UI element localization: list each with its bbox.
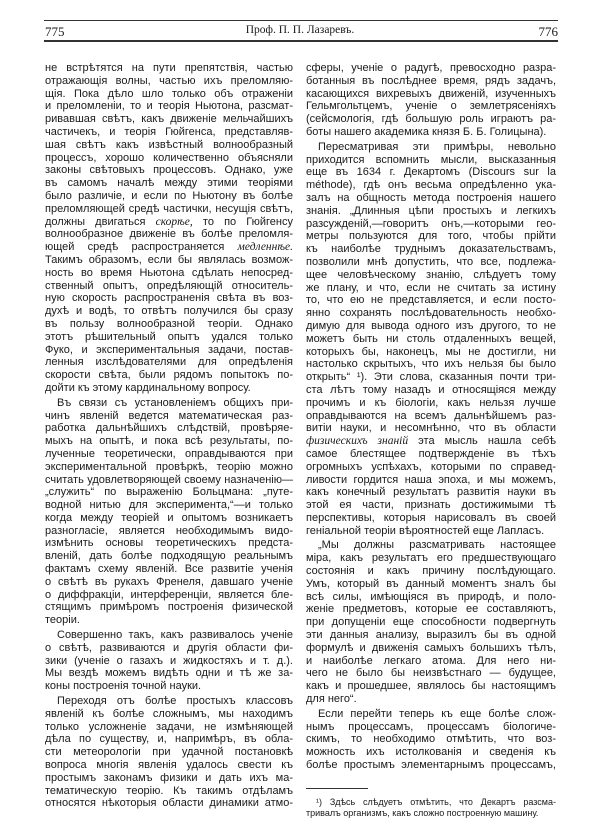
- text-line: [45, 667, 293, 680]
- text-line: [306, 166, 556, 179]
- text-line: [306, 499, 556, 512]
- text-segment: законы свѣтовыхъ процессовъ. Однако, уже: [45, 164, 293, 177]
- text-line: [45, 461, 293, 474]
- text-segment: залъ на общность метода построенія нашего: [306, 191, 556, 204]
- text-segment: водной нитью для эксперимента,“—и только: [45, 499, 293, 512]
- text-line: [306, 410, 556, 423]
- text-segment: о свѣтѣ, развиваются и другія области фи-: [45, 641, 293, 654]
- text-segment: всѣ силы, имѣющіяся въ природѣ, и поло-: [306, 590, 556, 603]
- text-line: [45, 152, 293, 165]
- text-line: [306, 797, 556, 808]
- text-line: [45, 126, 293, 139]
- text-line: [45, 655, 293, 668]
- text-segment: щее человѣческому знанію, слѣдуетъ тому: [306, 268, 556, 281]
- text-segment: ботанныя въ послѣднее время, рядъ задачъ,: [306, 74, 556, 87]
- text-line: [306, 461, 556, 474]
- text-line: [306, 192, 556, 205]
- text-line: [306, 512, 556, 525]
- paragraph: [306, 708, 556, 772]
- text-line: [45, 382, 293, 395]
- text-line: [45, 589, 293, 602]
- text-segment: разногласіе, является необходимымъ видо-: [45, 524, 293, 537]
- text-line: [306, 565, 556, 578]
- text-line: [45, 680, 293, 693]
- text-line: [306, 616, 556, 629]
- text-line: [45, 356, 293, 369]
- text-line: [306, 486, 556, 499]
- left-column: [45, 62, 293, 812]
- text-line: [306, 539, 556, 552]
- text-line: [306, 629, 556, 642]
- text-segment: считать удовлетворяющей своему назначенію—: [45, 473, 293, 486]
- text-segment: дойти къ этому кардинальному вопросу.: [45, 381, 251, 394]
- italic-text: скорѣе,: [155, 215, 193, 228]
- paragraph: [45, 695, 293, 810]
- text-segment: міра, какъ результатъ его предшествующаго: [306, 552, 556, 565]
- text-line: [306, 721, 556, 734]
- text-line: [306, 141, 556, 154]
- text-segment: прочимъ и къ біологіи, какъ нельзя лучше: [306, 396, 556, 409]
- text-line: [45, 305, 293, 318]
- text-line: [306, 435, 556, 448]
- text-line: [306, 346, 556, 359]
- header-bottom-rule: [44, 40, 558, 42]
- text-line: [306, 100, 556, 113]
- text-line: [45, 369, 293, 382]
- text-line: [306, 759, 556, 772]
- footnote: [306, 797, 556, 819]
- text-line: [306, 642, 556, 655]
- text-segment: и преломленіи, то и теорія Ньютона, разсмат-: [45, 100, 293, 113]
- text-line: [45, 525, 293, 538]
- text-line: [306, 333, 556, 346]
- text-segment: méthode), гдѣ онъ весьма опредѣленно ука-: [306, 179, 556, 192]
- text-line: [45, 318, 293, 331]
- page-number-right: 776: [538, 24, 558, 39]
- text-segment: женіе предметовъ, которые ее составляютъ,: [306, 603, 556, 616]
- text-segment: огромныхъ успѣхахъ, которыми по справед-: [306, 460, 556, 473]
- text-segment: лученные теоретически, оправдываются при: [45, 447, 293, 460]
- text-line: [45, 563, 293, 576]
- text-segment: приходится вспомнить мысли, высказанныя: [306, 153, 556, 166]
- text-segment: Фуко, и экспериментальныя задачи, постав-: [45, 343, 293, 356]
- text-segment: какъ и прошедшее, являлось бы настоящимъ: [306, 680, 556, 693]
- text-line: [306, 179, 556, 192]
- right-column: [306, 62, 556, 774]
- text-line: [45, 708, 293, 721]
- text-line: [306, 397, 556, 410]
- text-line: [45, 292, 293, 305]
- text-segment: фактамъ схему явленій. Все развитіе ученія: [45, 563, 293, 576]
- text-line: [45, 733, 293, 746]
- text-segment: ленныя изслѣдователями для опредѣленія: [45, 356, 293, 369]
- text-segment: можность ихъ истолкованія и сведенія къ: [306, 746, 556, 759]
- text-line: [45, 797, 293, 810]
- text-segment: Если перейти теперь къ еще болѣе слож-: [318, 707, 556, 720]
- text-segment: оправдываются на всемъ дальнѣйшемъ раз-: [306, 409, 556, 422]
- text-segment: мыхъ на опытѣ, и пока всѣ результаты, по-: [45, 435, 293, 448]
- text-line: [45, 695, 293, 708]
- text-line: [45, 397, 293, 410]
- text-segment: какъ конечный результатъ развитія науки въ: [306, 486, 556, 499]
- text-segment: тематическую теорію. Къ такимъ отдѣламъ: [45, 784, 293, 797]
- text-segment: ющей средѣ распространяется: [45, 241, 238, 254]
- text-segment: ста лѣтъ тому назадъ и относящіяся между: [306, 383, 556, 396]
- text-line: [45, 537, 293, 550]
- text-segment: касающихся вихревыхъ движеній, изученныхъ: [306, 87, 556, 100]
- text-line: [306, 733, 556, 746]
- text-line: [45, 344, 293, 357]
- text-segment: Совершенно такъ, какъ развивалось ученіе: [57, 629, 293, 642]
- text-segment: же плану, и что, если не считать за истину: [306, 281, 556, 294]
- text-segment: вопроса многія явленія удалось свести къ: [45, 759, 293, 772]
- text-segment: метры пользуются для того, чтобы прійти: [306, 230, 556, 243]
- text-segment: позволили мнѣ допустить, что все, подлежа-: [306, 255, 556, 268]
- text-segment: ность во время Ньютона сдѣлать непосред-: [45, 266, 293, 279]
- text-segment: (сейсмологія, гдѣ большую роль играютъ ра-: [306, 113, 556, 126]
- text-segment: щія. Пока дѣло шло только объ отраженіи: [45, 87, 293, 100]
- text-line: [306, 307, 556, 320]
- text-line: [45, 601, 293, 614]
- text-line: [306, 808, 556, 819]
- text-segment: ственный опытъ, опредѣляющій относитель-: [45, 279, 293, 292]
- text-line: [45, 642, 293, 655]
- text-line: [45, 721, 293, 734]
- paragraph: [45, 62, 293, 395]
- text-segment: при допущеніи еще способности подвергнуть: [306, 616, 556, 629]
- text-segment: отражающія волны, частью ихъ преломляю-: [45, 74, 293, 87]
- text-segment: открыть“ ¹). Эти слова, сказанныя почти три-: [306, 371, 556, 384]
- text-line: [306, 294, 556, 307]
- text-segment: дѣла по существу, и, напримѣръ, въ обла-: [45, 733, 293, 746]
- text-line: [45, 435, 293, 448]
- text-line: [306, 256, 556, 269]
- text-line: [306, 269, 556, 282]
- text-segment: сти метеорологіи при удачной постановкѣ: [45, 746, 293, 759]
- text-line: [45, 75, 293, 88]
- text-line: [306, 603, 556, 616]
- text-segment: ную скорость распространенія свѣта въ воз-: [45, 292, 293, 305]
- text-segment: относятся нѣкоторыя области динамики атмо-: [45, 797, 293, 810]
- text-line: [45, 331, 293, 344]
- text-segment: процессъ, хорошо количественно объясняли: [45, 151, 293, 164]
- text-segment: Пересматривая эти примѣры, невольно: [318, 140, 556, 153]
- text-line: [306, 655, 556, 668]
- text-segment: экспериментальной провѣркѣ, теорію можно: [45, 460, 293, 473]
- text-segment: этотъ рѣшительный опытъ удался только: [45, 330, 293, 343]
- text-line: [45, 190, 293, 203]
- text-segment: геніальной теоріи вѣроятностей еще Лапласъ.: [306, 524, 545, 537]
- paragraph: [45, 397, 293, 627]
- text-segment: стящимъ примѣромъ построенія физической: [45, 601, 293, 614]
- text-line: [45, 422, 293, 435]
- text-segment: простымъ законамъ физики и дать ихъ ма-: [45, 771, 293, 784]
- italic-text: физическихъ знаній: [306, 435, 409, 448]
- text-line: [45, 759, 293, 772]
- text-segment: состоянія и какъ причину послѣдующаго.: [306, 565, 556, 578]
- text-segment: въ самомъ началѣ между этими теоріями: [45, 177, 293, 190]
- text-line: [306, 680, 556, 693]
- text-line: [45, 746, 293, 759]
- text-segment: которыхъ бы, наконецъ, мы не достигли, ни: [306, 345, 556, 358]
- text-line: [306, 474, 556, 487]
- text-segment: сферы, ученіе о радугѣ, превосходно разра-: [306, 62, 556, 74]
- page-number-left: 775: [45, 24, 65, 39]
- text-line: [45, 100, 293, 113]
- text-line: [45, 448, 293, 461]
- header-top-rule: [44, 20, 558, 21]
- text-line: [306, 113, 556, 126]
- text-segment: чего не было бы неизвѣстнаго — будущее,: [306, 667, 556, 680]
- text-segment: перспективы, которыя нарисовалъ въ своей: [306, 511, 556, 524]
- text-line: [306, 88, 556, 101]
- text-segment: работка дальнѣйшихъ слѣдствій, провѣряе-: [45, 422, 293, 435]
- footnote-separator: [306, 788, 368, 789]
- text-line: [45, 113, 293, 126]
- text-segment: димую для вывода одного изъ другого, то не: [306, 319, 556, 332]
- text-segment: янно сохранять послѣдовательность необхо-: [306, 307, 556, 320]
- text-line: [45, 550, 293, 563]
- text-segment: коны построенія точной науки.: [45, 680, 202, 693]
- paragraph: [45, 629, 293, 693]
- text-segment: еще въ 1634 г. Декартомъ (Discours sur la: [306, 166, 556, 179]
- text-line: [306, 578, 556, 591]
- text-segment: эти данныя анализу, выразилъ бы въ одной: [306, 629, 556, 642]
- text-segment: измѣнить основы теоретическихъ предста-: [45, 537, 293, 550]
- text-segment: „служить“ по выраженію Больцмана: „путе-: [45, 486, 293, 499]
- text-segment: формулѣ и движенія самыхъ большихъ тѣлъ,: [306, 641, 556, 654]
- text-line: [306, 746, 556, 759]
- text-line: [45, 216, 293, 229]
- text-line: [45, 164, 293, 177]
- text-segment: шая свѣтъ какъ извѣстный волнообразный: [45, 138, 293, 151]
- text-segment: теоріи.: [45, 614, 80, 627]
- text-line: [45, 486, 293, 499]
- text-line: [306, 422, 556, 435]
- text-segment: волнообразное движеніе въ болѣе преломля-: [45, 228, 293, 241]
- text-line: [306, 552, 556, 565]
- text-line: [45, 88, 293, 101]
- text-segment: нымъ процессамъ, процессамъ біологиче-: [306, 720, 556, 733]
- text-line: [45, 512, 293, 525]
- text-segment: Гельмгольтцемъ, ученіе о землетрясеніяхъ: [306, 100, 556, 113]
- text-segment: частичекъ, и теорія Гюйгенса, представляв-: [45, 125, 293, 138]
- text-line: [45, 410, 293, 423]
- text-segment: витіи науки, и несомнѣнно, что въ области: [306, 422, 556, 435]
- text-line: [306, 591, 556, 604]
- text-segment: зики (ученіе о газахъ и жидкостяхъ и т. д.).: [45, 654, 293, 667]
- text-line: [306, 358, 556, 371]
- text-segment: явленій къ болѣе сложнымъ, мы находимъ: [45, 707, 293, 720]
- text-line: [306, 384, 556, 397]
- text-segment: тривалъ организмъ, какъ сложно построенную машину.: [306, 808, 539, 818]
- text-segment: эта мысль нашла себѣ: [408, 435, 556, 448]
- text-segment: Въ связи съ установленіемъ общихъ при-: [57, 396, 293, 409]
- text-line: [306, 320, 556, 333]
- text-segment: въ пользу волнообразной теоріи. Однако: [45, 317, 293, 330]
- text-segment: болѣе простымъ элементарнымъ процессамъ,: [306, 759, 556, 772]
- text-segment: ливости гордится наша эпоха, и мы можемъ,: [306, 473, 556, 486]
- text-line: [306, 205, 556, 218]
- text-line: [306, 75, 556, 88]
- text-segment: для него“.: [306, 693, 357, 706]
- text-segment: къ наиболѣе труднымъ доказательствамъ,: [306, 243, 556, 256]
- paragraph: [306, 141, 556, 538]
- text-segment: самое блестящее подтвержденіе въ тѣхъ: [306, 447, 556, 460]
- text-segment: Такимъ образомъ, если бы являлась возмож-: [45, 253, 293, 266]
- text-line: [306, 667, 556, 680]
- text-segment: вленій, дать болѣе подходящую реальнымъ: [45, 550, 293, 563]
- text-segment: не встрѣтятся на пути препятствія, частью: [45, 62, 293, 74]
- text-line: [306, 126, 556, 139]
- paragraph: [306, 539, 556, 705]
- text-line: [45, 177, 293, 190]
- text-segment: должны двигаться: [45, 215, 156, 228]
- text-line: [306, 243, 556, 256]
- text-line: [306, 525, 556, 538]
- text-segment: было различіе, и если по Ньютону въ болѣе: [45, 189, 293, 202]
- text-line: [45, 62, 293, 75]
- text-line: [45, 474, 293, 487]
- text-segment: Переходя отъ болѣе простыхъ классовъ: [57, 695, 293, 708]
- text-line: [306, 693, 556, 706]
- text-segment: только усложненіе задачи, не измѣняющей: [45, 720, 293, 733]
- text-line: [45, 785, 293, 798]
- text-line: [45, 241, 293, 254]
- text-line: [306, 371, 556, 384]
- text-segment: Мы вездѣ можемъ видѣть одни и тѣ же за-: [45, 667, 293, 680]
- text-line: [306, 230, 556, 243]
- text-line: [45, 629, 293, 642]
- text-line: [306, 154, 556, 167]
- text-segment: о диффракціи, интерференціи, является бле-: [45, 588, 293, 601]
- text-segment: ¹) Здѣсь слѣдуетъ отмѣтить, что Декартъ разсма-: [316, 797, 556, 807]
- text-segment: чинъ явленій ведется математическая раз-: [45, 409, 293, 422]
- paragraph: [306, 62, 556, 139]
- text-segment: разсужденій,—говоритъ онъ,—которыми гео-: [306, 217, 556, 230]
- text-segment: скорости свѣта, были рядомъ попытокъ по-: [45, 369, 293, 382]
- text-segment: Умъ, который въ данный моментъ зналъ бы: [306, 577, 556, 590]
- text-line: [45, 614, 293, 627]
- text-line: [306, 282, 556, 295]
- text-segment: то, что ею не представляется, и если посто-: [306, 294, 556, 307]
- running-title: Проф. П. П. Лазаревъ.: [245, 24, 355, 36]
- text-segment: преломляющей средѣ частички, несущія свѣтъ,: [45, 202, 293, 215]
- text-line: [45, 254, 293, 267]
- text-line: [306, 62, 556, 75]
- text-segment: духѣ и водѣ, то отвѣтъ получился бы сразу: [45, 305, 293, 318]
- text-segment: знанія. „Длинныя цѣпи простыхъ и легкихъ: [306, 204, 556, 217]
- text-segment: этой ея части, признать достижимыми тѣ: [306, 499, 556, 512]
- text-segment: и наиболѣе легкаго атома. Для него ни-: [306, 654, 556, 667]
- text-line: [45, 203, 293, 216]
- text-line: [45, 139, 293, 152]
- text-line: [306, 218, 556, 231]
- text-line: [45, 280, 293, 293]
- text-segment: „Мы должны разсматривать настоящее: [318, 539, 556, 552]
- text-line: [45, 499, 293, 512]
- text-line: [45, 267, 293, 280]
- text-segment: когда между теоріей и опытомъ возникаетъ: [45, 511, 293, 524]
- text-segment: можетъ быть ни столь отдаленныхъ вещей,: [306, 332, 556, 345]
- text-segment: то по Гюйгенсу: [192, 215, 293, 228]
- text-line: [45, 228, 293, 241]
- text-segment: боты нашего академика князя Б. Б. Голицына).: [306, 125, 547, 138]
- text-line: [306, 708, 556, 721]
- text-line: [45, 576, 293, 589]
- text-segment: настолько скрытыхъ, что ихъ нельзя бы было: [306, 358, 556, 371]
- text-segment: о свѣтѣ въ рукахъ Френеля, давшаго ученіе: [45, 575, 293, 588]
- italic-text: медленнѣе.: [237, 241, 293, 254]
- text-segment: ривавшая свѣтъ, какъ движеніе мельчайшихъ: [45, 113, 293, 126]
- text-segment: скимъ, то необходимо отмѣтить, что воз-: [306, 733, 556, 746]
- text-line: [306, 448, 556, 461]
- text-line: [45, 772, 293, 785]
